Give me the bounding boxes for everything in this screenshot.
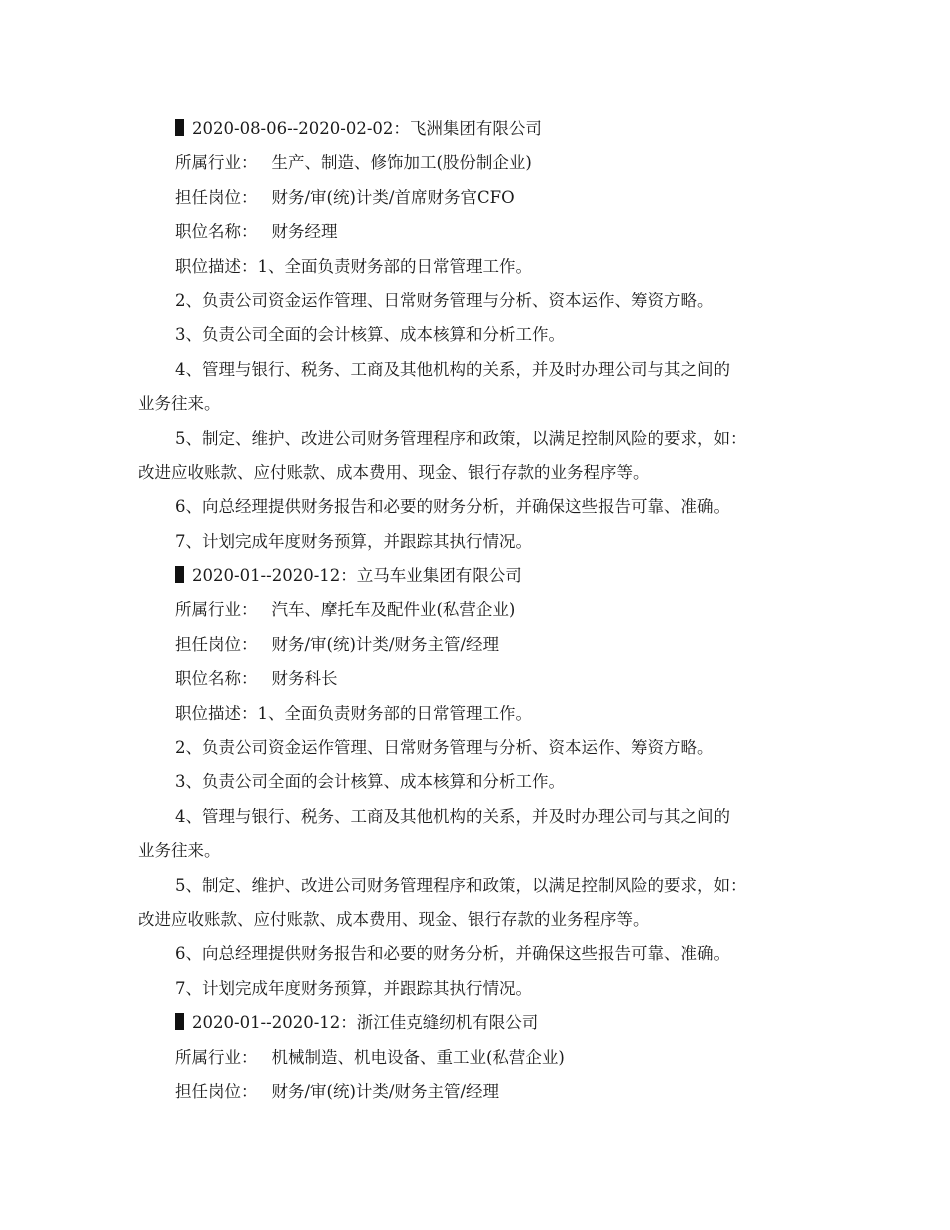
industry-row xyxy=(138,593,828,627)
description-item: 1、全面负责财务部的日常管理工作。 xyxy=(257,256,532,276)
description-item: 1、全面负责财务部的日常管理工作。 xyxy=(257,703,532,723)
title-label: 职位名称： xyxy=(175,669,258,689)
post-value: 财务/审(统)计类/首席财务官CFO xyxy=(271,187,515,207)
post-value: 财务/审(统)计类/财务主管/经理 xyxy=(271,1081,500,1101)
description-label: 职位描述： xyxy=(175,256,258,276)
description-row xyxy=(138,697,828,731)
title-value: 财务经理 xyxy=(271,222,338,242)
title-row xyxy=(138,215,828,249)
description-item: 3、负责公司全面的会计核算、成本核算和分析工作。 xyxy=(175,325,565,345)
description-item-continued: 业务往来。 xyxy=(138,394,221,414)
description-item: 2、负责公司资金运作管理、日常财务管理与分析、资本运作、筹资方略。 xyxy=(175,738,714,758)
industry-value: 汽车、摩托车及配件业(私营企业) xyxy=(271,600,516,620)
description-item: 2、负责公司资金运作管理、日常财务管理与分析、资本运作、筹资方略。 xyxy=(175,290,714,310)
post-value: 财务/审(统)计类/财务主管/经理 xyxy=(271,634,500,654)
description-item-continued: 改进应收账款、应付账款、成本费用、现金、银行存款的业务程序等。 xyxy=(138,462,650,482)
post-label: 担任岗位： xyxy=(175,187,258,207)
description-item: 5、制定、维护、改进公司财务管理程序和政策，以满足控制风险的要求，如： xyxy=(175,875,747,895)
post-row xyxy=(138,181,828,215)
description-item: 4、管理与银行、税务、工商及其他机构的关系，并及时办理公司与其之间的 xyxy=(175,359,730,379)
job-heading xyxy=(138,1006,828,1040)
description-item-continued: 改进应收账款、应付账款、成本费用、现金、银行存款的业务程序等。 xyxy=(138,909,650,929)
industry-row xyxy=(138,146,828,180)
description-item: 5、制定、维护、改进公司财务管理程序和政策，以满足控制风险的要求，如： xyxy=(175,428,747,448)
industry-row xyxy=(138,1041,828,1075)
post-row xyxy=(138,1075,828,1109)
title-row xyxy=(138,662,828,696)
description-item: 7、计划完成年度财务预算，并跟踪其执行情况。 xyxy=(175,978,532,998)
job-heading xyxy=(138,112,828,146)
title-value: 财务科长 xyxy=(271,669,338,689)
post-row xyxy=(138,628,828,662)
description-item: 4、管理与银行、税务、工商及其他机构的关系，并及时办理公司与其之间的 xyxy=(175,806,730,826)
description-item-continued: 业务往来。 xyxy=(138,841,221,861)
description-item: 6、向总经理提供财务报告和必要的财务分析，并确保这些报告可靠、准确。 xyxy=(175,497,730,517)
job-heading-text: 2020-08-06--2020-02-02：飞洲集团有限公司 xyxy=(192,119,542,138)
work-experience-section xyxy=(138,112,828,1109)
industry-label: 所属行业： xyxy=(175,153,258,173)
bullet-icon xyxy=(175,1013,184,1030)
description-item: 6、向总经理提供财务报告和必要的财务分析，并确保这些报告可靠、准确。 xyxy=(175,944,730,964)
industry-label: 所属行业： xyxy=(175,600,258,620)
job-heading-text: 2020-01--2020-12：浙江佳克缝纫机有限公司 xyxy=(192,1013,539,1033)
bullet-icon xyxy=(175,119,184,136)
post-label: 担任岗位： xyxy=(175,634,258,654)
title-label: 职位名称： xyxy=(175,222,258,242)
post-label: 担任岗位： xyxy=(175,1081,258,1101)
industry-value: 生产、制造、修饰加工(股份制企业) xyxy=(271,153,532,173)
bullet-icon xyxy=(175,566,184,583)
industry-label: 所属行业： xyxy=(175,1047,258,1067)
description-item: 3、负责公司全面的会计核算、成本核算和分析工作。 xyxy=(175,772,565,792)
job-heading-text: 2020-01--2020-12：立马车业集团有限公司 xyxy=(192,566,522,586)
description-row xyxy=(138,250,828,284)
job-heading xyxy=(138,559,828,593)
industry-value: 机械制造、机电设备、重工业(私营企业) xyxy=(271,1047,565,1067)
description-label: 职位描述： xyxy=(175,703,258,723)
description-item: 7、计划完成年度财务预算，并跟踪其执行情况。 xyxy=(175,531,532,551)
